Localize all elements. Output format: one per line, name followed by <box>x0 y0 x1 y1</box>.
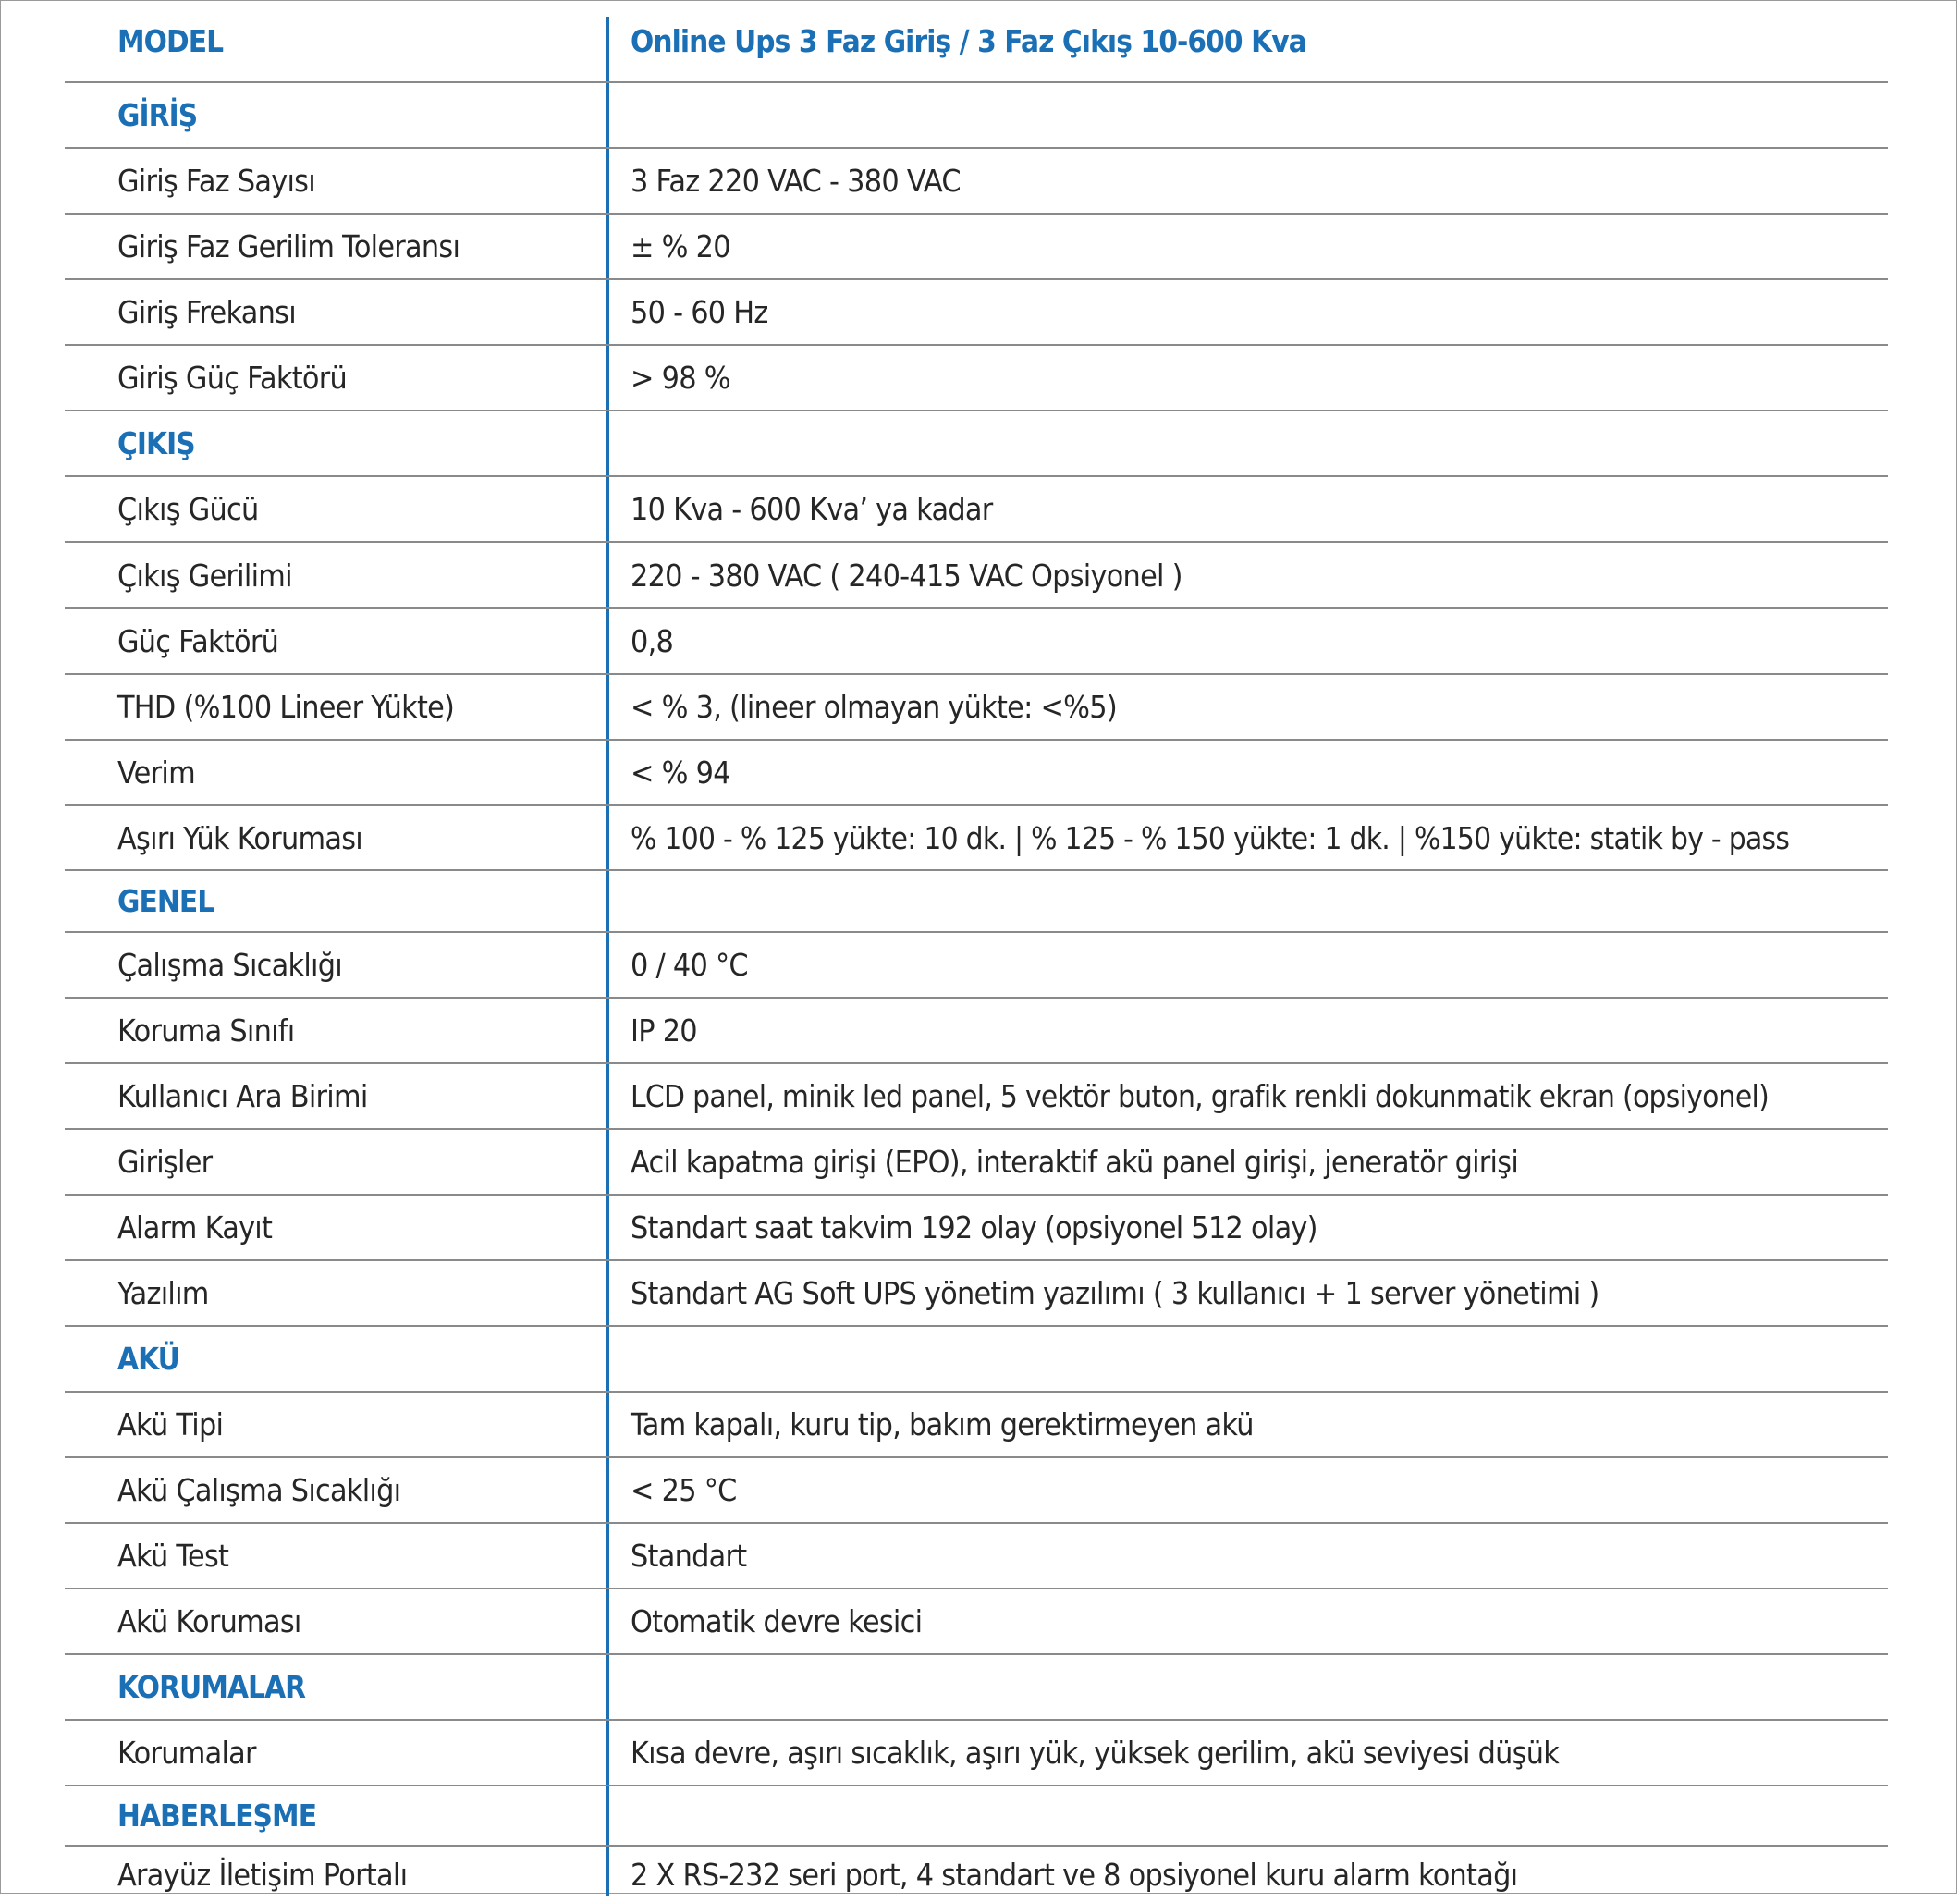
table-row <box>65 1847 1888 1902</box>
row-label: Verim <box>117 755 195 791</box>
table-row <box>65 543 1888 609</box>
table-row <box>65 346 1888 411</box>
row-label: Çalışma Sıcaklığı <box>117 947 342 983</box>
model-row <box>65 0 1888 83</box>
row-label: Güç Faktörü <box>117 623 279 659</box>
spec-table <box>65 0 1888 1902</box>
row-label: Alarm Kayıt <box>117 1209 273 1246</box>
row-value: Standart AG Soft UPS yönetim yazılımı ( 3 kullanıcı + 1 server yönetimi ) <box>631 1275 1599 1311</box>
section-title: HABERLEŞME <box>117 1798 317 1834</box>
row-value: > 98 % <box>631 360 730 396</box>
row-label: Girişler <box>117 1144 213 1180</box>
row-value: Standart saat takvim 192 olay (opsiyonel 512 olay) <box>631 1209 1317 1246</box>
row-label: Giriş Faz Gerilim Toleransı <box>117 228 460 264</box>
row-label: Akü Koruması <box>117 1603 301 1639</box>
row-label: Akü Tipi <box>117 1406 224 1442</box>
section-title: AKÜ <box>117 1341 179 1377</box>
row-value: 50 - 60 Hz <box>631 294 768 330</box>
section-title: GİRİŞ <box>117 97 198 133</box>
row-label: Akü Çalışma Sıcaklığı <box>117 1472 401 1508</box>
section-title: ÇIKIŞ <box>117 425 195 461</box>
row-value: Kısa devre, aşırı sıcaklık, aşırı yük, yüksek gerilim, akü seviyesi düşük <box>631 1735 1560 1771</box>
row-value: Otomatik devre kesici <box>631 1603 923 1639</box>
section-header-cikis <box>65 411 1888 477</box>
row-value: ± % 20 <box>631 228 730 264</box>
section-title: KORUMALAR <box>117 1669 306 1705</box>
table-row <box>65 741 1888 806</box>
row-value: 3 Faz 220 VAC - 380 VAC <box>631 163 961 199</box>
row-value: 220 - 380 VAC ( 240-415 VAC Opsiyonel ) <box>631 557 1182 594</box>
section-header-giris <box>65 83 1888 149</box>
table-row <box>65 609 1888 675</box>
table-row <box>65 1130 1888 1196</box>
section-header-haberlesme <box>65 1786 1888 1847</box>
table-row <box>65 215 1888 280</box>
row-label: Giriş Frekansı <box>117 294 296 330</box>
row-value: 10 Kva - 600 Kva’ ya kadar <box>631 491 993 527</box>
row-label: Kullanıcı Ara Birimi <box>117 1078 368 1114</box>
section-header-korumalar <box>65 1655 1888 1721</box>
table-row <box>65 1261 1888 1327</box>
row-value: IP 20 <box>631 1012 697 1049</box>
section-header-aku <box>65 1327 1888 1393</box>
row-label: Koruma Sınıfı <box>117 1012 295 1049</box>
table-row <box>65 1064 1888 1130</box>
table-row <box>65 477 1888 543</box>
row-label: Arayüz İletişim Portalı <box>117 1856 408 1893</box>
row-value: < % 94 <box>631 755 730 791</box>
table-row <box>65 1721 1888 1786</box>
row-value: LCD panel, minik led panel, 5 vektör buton, grafik renkli dokunmatik ekran (opsiyonel) <box>631 1078 1770 1114</box>
row-value: 0,8 <box>631 623 674 659</box>
table-row <box>65 806 1888 871</box>
row-label: Çıkış Gücü <box>117 491 259 527</box>
table-row <box>65 1524 1888 1589</box>
model-value: Online Ups 3 Faz Giriş / 3 Faz Çıkış 10-600 Kva <box>631 22 1306 59</box>
table-row <box>65 1589 1888 1655</box>
section-header-genel <box>65 871 1888 933</box>
row-value: < 25 °C <box>631 1472 737 1508</box>
row-value: Tam kapalı, kuru tip, bakım gerektirmeyen akü <box>631 1406 1254 1442</box>
row-label: Yazılım <box>117 1275 209 1311</box>
row-label: THD (%100 Lineer Yükte) <box>117 689 455 725</box>
row-value: Acil kapatma girişi (EPO), interaktif akü panel girişi, jeneratör girişi <box>631 1144 1519 1180</box>
row-value: % 100 - % 125 yükte: 10 dk. | % 125 - % 150 yükte: 1 dk. | %150 yükte: statik by - pass <box>631 819 1790 856</box>
row-label: Korumalar <box>117 1735 256 1771</box>
row-label: Çıkış Gerilimi <box>117 557 292 594</box>
section-title: GENEL <box>117 883 214 919</box>
table-row <box>65 933 1888 999</box>
row-label: Giriş Güç Faktörü <box>117 360 348 396</box>
row-label: Akü Test <box>117 1538 229 1574</box>
row-label: Giriş Faz Sayısı <box>117 163 315 199</box>
table-row <box>65 149 1888 215</box>
row-value: 2 X RS-232 seri port, 4 standart ve 8 opsiyonel kuru alarm kontağı <box>631 1856 1518 1893</box>
row-value: 0 / 40 °C <box>631 947 748 983</box>
row-value: Standart <box>631 1538 747 1574</box>
table-row <box>65 1196 1888 1261</box>
table-row <box>65 675 1888 741</box>
model-label: MODEL <box>117 22 224 59</box>
row-label: Aşırı Yük Koruması <box>117 819 363 856</box>
table-row <box>65 280 1888 346</box>
table-row <box>65 999 1888 1064</box>
row-value: < % 3, (lineer olmayan yükte: <%5) <box>631 689 1117 725</box>
table-row <box>65 1393 1888 1458</box>
table-row <box>65 1458 1888 1524</box>
